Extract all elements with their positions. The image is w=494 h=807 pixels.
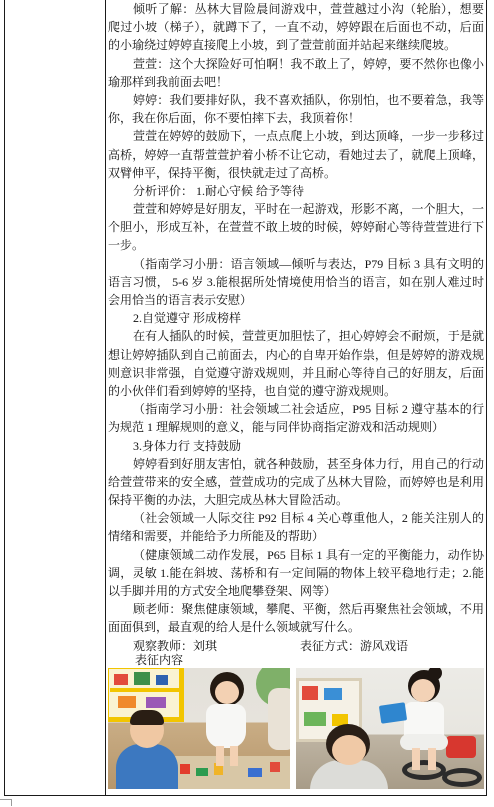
blue-card xyxy=(379,702,407,723)
toy-block xyxy=(180,764,190,774)
boy-face xyxy=(332,735,366,765)
point1-text-line: 个胆小，形成互补，在萱萱不敢上坡的时候，婷婷耐心等待萱萱进行下 xyxy=(108,220,484,235)
toy-box xyxy=(304,712,326,726)
girl-hair-bun xyxy=(428,668,442,680)
observer-teacher: 观察教师：刘琪 xyxy=(133,639,218,653)
table-column-divider xyxy=(105,0,106,795)
table-bottom-border xyxy=(4,795,487,796)
shelf-board xyxy=(110,688,180,692)
listening-line: 倾听了解：丛林大冒险晨间游戏中，萱萱越过小沟（轮胎），想要 xyxy=(133,2,484,16)
point2-text-line: 想让婷婷插队到自己前面去，内心的自卑开始作祟，但是婷婷的游戏规 xyxy=(108,347,484,362)
activity-photo-2 xyxy=(296,668,484,789)
point3-text-line: 婷婷看到好朋友害怕，就各种鼓励，甚至身体力行，用自己的行动 xyxy=(133,456,484,471)
tingting-dialogue-line: 婷婷：我们要排好队，我不喜欢插队，你别怕，也不要着急，我等 xyxy=(133,92,484,107)
toy-box xyxy=(302,686,318,700)
climbing-process-line: 双臂伸平，保持平衡，很快就走过了高桥。 xyxy=(108,165,337,180)
tire xyxy=(402,760,446,780)
climbing-process-line: 高桥，婷婷一直帮萱萱护着小桥不让它动，看她过去了，就爬上顶峰， xyxy=(108,147,484,162)
point3-health-reference-line: （健康领域二动作发展，P65 目标 1 具有一定的平衡能力，动作协 xyxy=(133,547,484,562)
toy-box xyxy=(324,688,342,700)
crop-mark xyxy=(11,799,12,806)
point2-text-line: 的小伙伴们看到婷婷的坚持，也自觉的遵守游戏规则。 xyxy=(108,383,397,398)
toy-block xyxy=(248,768,262,777)
point2-text-line: 则意识非常强，自觉遵守游戏规则，并且耐心等待自己的好朋友，后面 xyxy=(108,365,484,380)
girl-skirt xyxy=(400,734,448,750)
point2-guide-reference-line: （指南学习小册：社会领域二社会适应，P95 目标 2 遵守基本的行 xyxy=(133,402,484,417)
table-content-cell xyxy=(108,0,484,637)
toy-box xyxy=(156,675,168,685)
point3-heading: 3.身体力行 支持鼓励 xyxy=(133,438,242,453)
climbing-process-line: 萱萱在婷婷的鼓励下，一点点爬上小坡，到达顶峰，一步一步移过 xyxy=(133,129,484,144)
point2-text-line: 在有人插队的时候，萱萱更加胆怯了，担心婷婷会不耐烦，于是就 xyxy=(133,329,484,344)
listening-line: 的小瑜绕过婷婷直接爬上小坡，到了萱萱前面并站起来继续爬坡。 xyxy=(108,38,457,53)
point3-social-reference-line: （社会领域一人际交往 P92 目标 4 关心尊重他人，2 能关注别人的 xyxy=(133,511,484,526)
tire xyxy=(442,768,482,787)
table-right-border xyxy=(486,0,487,795)
point3-health-reference-line: 调，灵敏 1.能在斜坡、荡桥和有一定间隔的物体上较平稳地行走；2.能 xyxy=(108,565,484,580)
crop-mark xyxy=(0,799,11,800)
point3-text-line: 保持平衡的办法，大胆完成丛林大冒险活动。 xyxy=(108,493,349,508)
xuanxuan-dialogue-line: 萱萱：这个大探险好可怕啊！我不敢上了，婷婷，要不然你也像小 xyxy=(133,56,484,71)
tingting-dialogue-line: 你，我在你后面，你不要怕摔下去，我顶着你！ xyxy=(108,111,361,126)
girl-leg xyxy=(216,746,224,766)
child-partial xyxy=(268,688,290,750)
girl-leg xyxy=(230,746,238,766)
toy-block xyxy=(270,762,280,772)
point3-health-reference-line: 以手脚并用的方式安全地爬攀登架、网等） xyxy=(108,584,337,598)
point3-social-reference-line: 情绪和需要，并能给予力所能及的帮助） xyxy=(108,529,325,544)
girl-face xyxy=(215,681,239,704)
point1-text-line: 萱萱和婷婷是好朋友，平时在一起游戏，形影不离，一个胆大，一 xyxy=(133,202,484,217)
girl-face xyxy=(411,679,435,702)
representation-method: 表征方式：游风戏语 xyxy=(300,639,409,653)
boy-blue-shirt xyxy=(116,744,178,789)
table-label-column xyxy=(5,0,105,795)
girl-white-dress xyxy=(206,704,246,748)
point2-guide-reference-line: 为规范 1 理解规则的意义，能与同伴协商指定游戏和活动规则） xyxy=(108,420,445,435)
boy-hair xyxy=(130,710,164,725)
girl-leg xyxy=(428,748,436,770)
toy-box xyxy=(114,674,128,685)
toy-box xyxy=(146,697,166,708)
point1-guide-reference-line: 会用恰当的语言表示安慰） xyxy=(108,293,253,307)
red-stool xyxy=(446,736,476,758)
teacher-comment-line: 面面俱到，最直观的给人是什么领域就写什么。 xyxy=(108,620,361,635)
representation-content-label: 表征内容 xyxy=(135,653,184,667)
listening-line: 爬过小坡（梯子），就蹲下了，一直不动，婷婷跟在后面也不动，后面 xyxy=(108,20,484,35)
point1-guide-reference-line: （指南学习小册：语言领域—倾听与表达，P79 目标 3 具有文明的 xyxy=(133,256,484,271)
activity-photo-1 xyxy=(108,668,290,789)
toy-box xyxy=(118,696,136,708)
toy-box xyxy=(134,672,150,685)
xuanxuan-dialogue-line: 瑜那样到我前面去吧！ xyxy=(108,74,229,89)
girl-leg xyxy=(412,748,420,770)
point2-heading: 2.自觉遵守 形成榜样 xyxy=(133,311,242,326)
point3-text-line: 给萱萱带来的安全感，萱萱成功的完成了丛林大冒险，而婷婷也是利用 xyxy=(108,474,484,489)
point1-text-line: 一步。 xyxy=(108,238,145,253)
teacher-comment-line: 顾老师：聚焦健康领域，攀爬、平衡，然后再聚焦社会领域，不用 xyxy=(133,602,484,617)
point1-guide-reference-line: 语言习惯， 5-6 岁 3.能根据所处情境使用恰当的语言，如在别人难过时 xyxy=(108,274,484,289)
analysis-heading: 分析评价： 1.耐心守候 给予等待 xyxy=(133,183,305,198)
toy-block xyxy=(196,768,208,776)
